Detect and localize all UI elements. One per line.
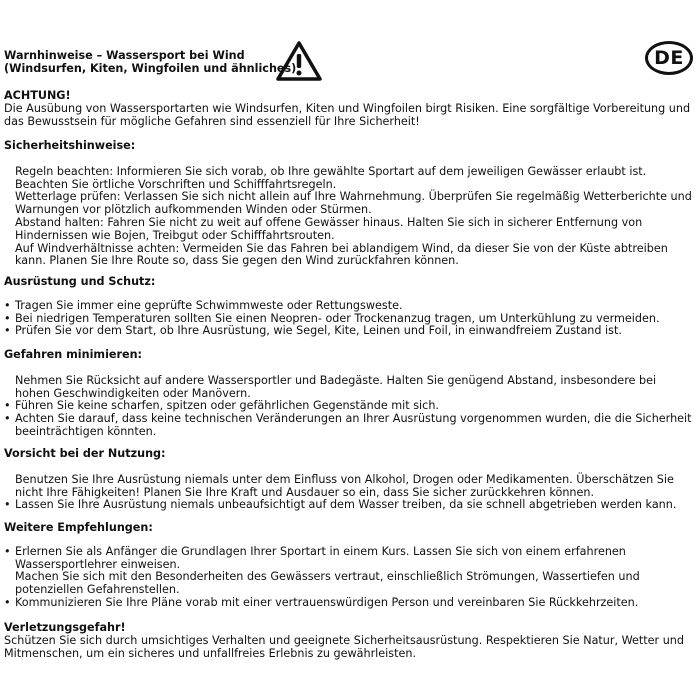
title-line-2: (Windsurfen, Kiten, Wingfoilen und ähnliches) xyxy=(4,61,297,75)
dangers-intro: Nehmen Sie Rücksicht auf andere Wassersportler und Badegäste. Halten Sie genügend Abstand, insbesondere bei hohen Geschwindigkeiten oder Manövern. xyxy=(15,373,657,400)
intro-section xyxy=(4,90,694,128)
injury-section xyxy=(4,622,694,660)
equipment-heading: Ausrüstung und Schutz: xyxy=(4,275,156,288)
title-line-1: Warnhinweise – Wassersport bei Wind xyxy=(4,49,245,62)
safety-item: Wetterlage prüfen: Verlassen Sie sich nicht allein auf Ihre Wahrnehmung. Überprüfen Sie regelmäßig Wetterberichte und Warnungen vor plötzlich aufkommenden Winden oder Stürmen. xyxy=(15,190,692,217)
caution-section xyxy=(4,448,694,512)
safety-heading: Sicherheitshinweise: xyxy=(4,139,136,152)
list-item: • Lassen Sie Ihre Ausrüstung niemals unbeaufsichtigt auf dem Wasser treiben, da sie schnell abgetrieben werden kann. xyxy=(4,499,694,512)
caution-heading: Vorsicht bei der Nutzung: xyxy=(4,447,166,460)
language-badge: DE xyxy=(645,41,693,75)
list-item: • Führen Sie keine scharfen, spitzen oder gefährlichen Gegenstände mit sich. xyxy=(4,400,694,413)
equipment-section xyxy=(4,276,694,338)
caution-intro: Benutzen Sie Ihre Ausrüstung niemals unter dem Einfluss von Alkohol, Drogen oder Medikamenten. Überschätzen Sie nicht Ihre Fähigkeiten! Planen Sie Ihre Kraft und Ausdauer so ein, dass Sie sicher zurückkehren können. xyxy=(15,472,674,499)
list-item: • Kommunizieren Sie Ihre Pläne vorab mit einer vertrauenswürdigen Person und vereinbaren Sie Rückkehrzeiten. xyxy=(4,597,694,610)
list-item: • Tragen Sie immer eine geprüfte Schwimmweste oder Rettungsweste. xyxy=(4,300,694,313)
list-item: • Prüfen Sie vor dem Start, ob Ihre Ausrüstung, wie Segel, Kite, Leinen und Foil, in einwandfreiem Zustand ist. xyxy=(4,325,694,338)
list-item: • Achten Sie darauf, dass keine technischen Veränderungen an Ihrer Ausrüstung vorgenommen wurden, die die Sicherheit beeinträchtigen könnten. xyxy=(4,413,694,439)
dangers-heading: Gefahren minimieren: xyxy=(4,348,143,361)
safety-item: Abstand halten: Fahren Sie nicht zu weit auf offene Gewässer hinaus. Halten Sie sich in sicherer Entfernung von Hindernissen wie Bojen, Treibgut oder Schifffahrtsrouten. xyxy=(15,215,643,242)
recommendation-text-continued: Machen Sie sich mit den Besonderheiten des Gewässers vertraut, einschließlich Strömungen, Wassertiefen und potenziellen Gefahrenstellen. xyxy=(15,570,640,597)
injury-text: Schützen Sie sich durch umsichtiges Verhalten und geeignete Sicherheitsausrüstung. Respektieren Sie Natur, Wetter und Mitmenschen, um ein sicheres und unfallfreies Erlebnis zu gewährleisten. xyxy=(4,633,684,660)
safety-item: Regeln beachten: Informieren Sie sich vorab, ob Ihre gewählte Sportart auf dem jeweiligen Gewässer erlaubt ist. Beachten Sie örtliche Vorschriften und Schifffahrtsregeln. xyxy=(15,164,647,191)
list-item: • Bei niedrigen Temperaturen sollten Sie einen Neopren- oder Trockenanzug tragen, um Unterkühlung zu vermeiden. xyxy=(4,313,694,326)
safety-section xyxy=(4,140,694,268)
dangers-section xyxy=(4,349,694,439)
injury-heading: Verletzungsgefahr! xyxy=(4,621,126,634)
document-header xyxy=(4,50,694,82)
recommendations-section xyxy=(4,522,694,610)
safety-item: Auf Windverhältnisse achten: Vermeiden Sie das Fahren bei ablandigem Wind, da dieser Sie von der Küste abtreiben kann. Planen Sie Ihre Route so, dass Sie gegen den Wind zurückfahren können. xyxy=(15,241,668,268)
recommendations-heading: Weitere Empfehlungen: xyxy=(4,521,153,534)
intro-text: Die Ausübung von Wassersportarten wie Windsurfen, Kiten und Wingfoilen birgt Risiken. Eine sorgfältige Vorbereitung und das Bewusstsein für mögliche Gefahren sind essenziell für Ihre Sicherheit! xyxy=(4,101,691,128)
warning-triangle-icon xyxy=(275,40,323,82)
recommendation-text: • Erlernen Sie als Anfänger die Grundlagen Ihrer Sportart in einem Kurs. Lassen Sie sich von einem erfahrenen Wassersportlehrer einweisen. xyxy=(15,544,626,571)
intro-heading: ACHTUNG! xyxy=(4,89,71,102)
list-item xyxy=(4,546,694,597)
